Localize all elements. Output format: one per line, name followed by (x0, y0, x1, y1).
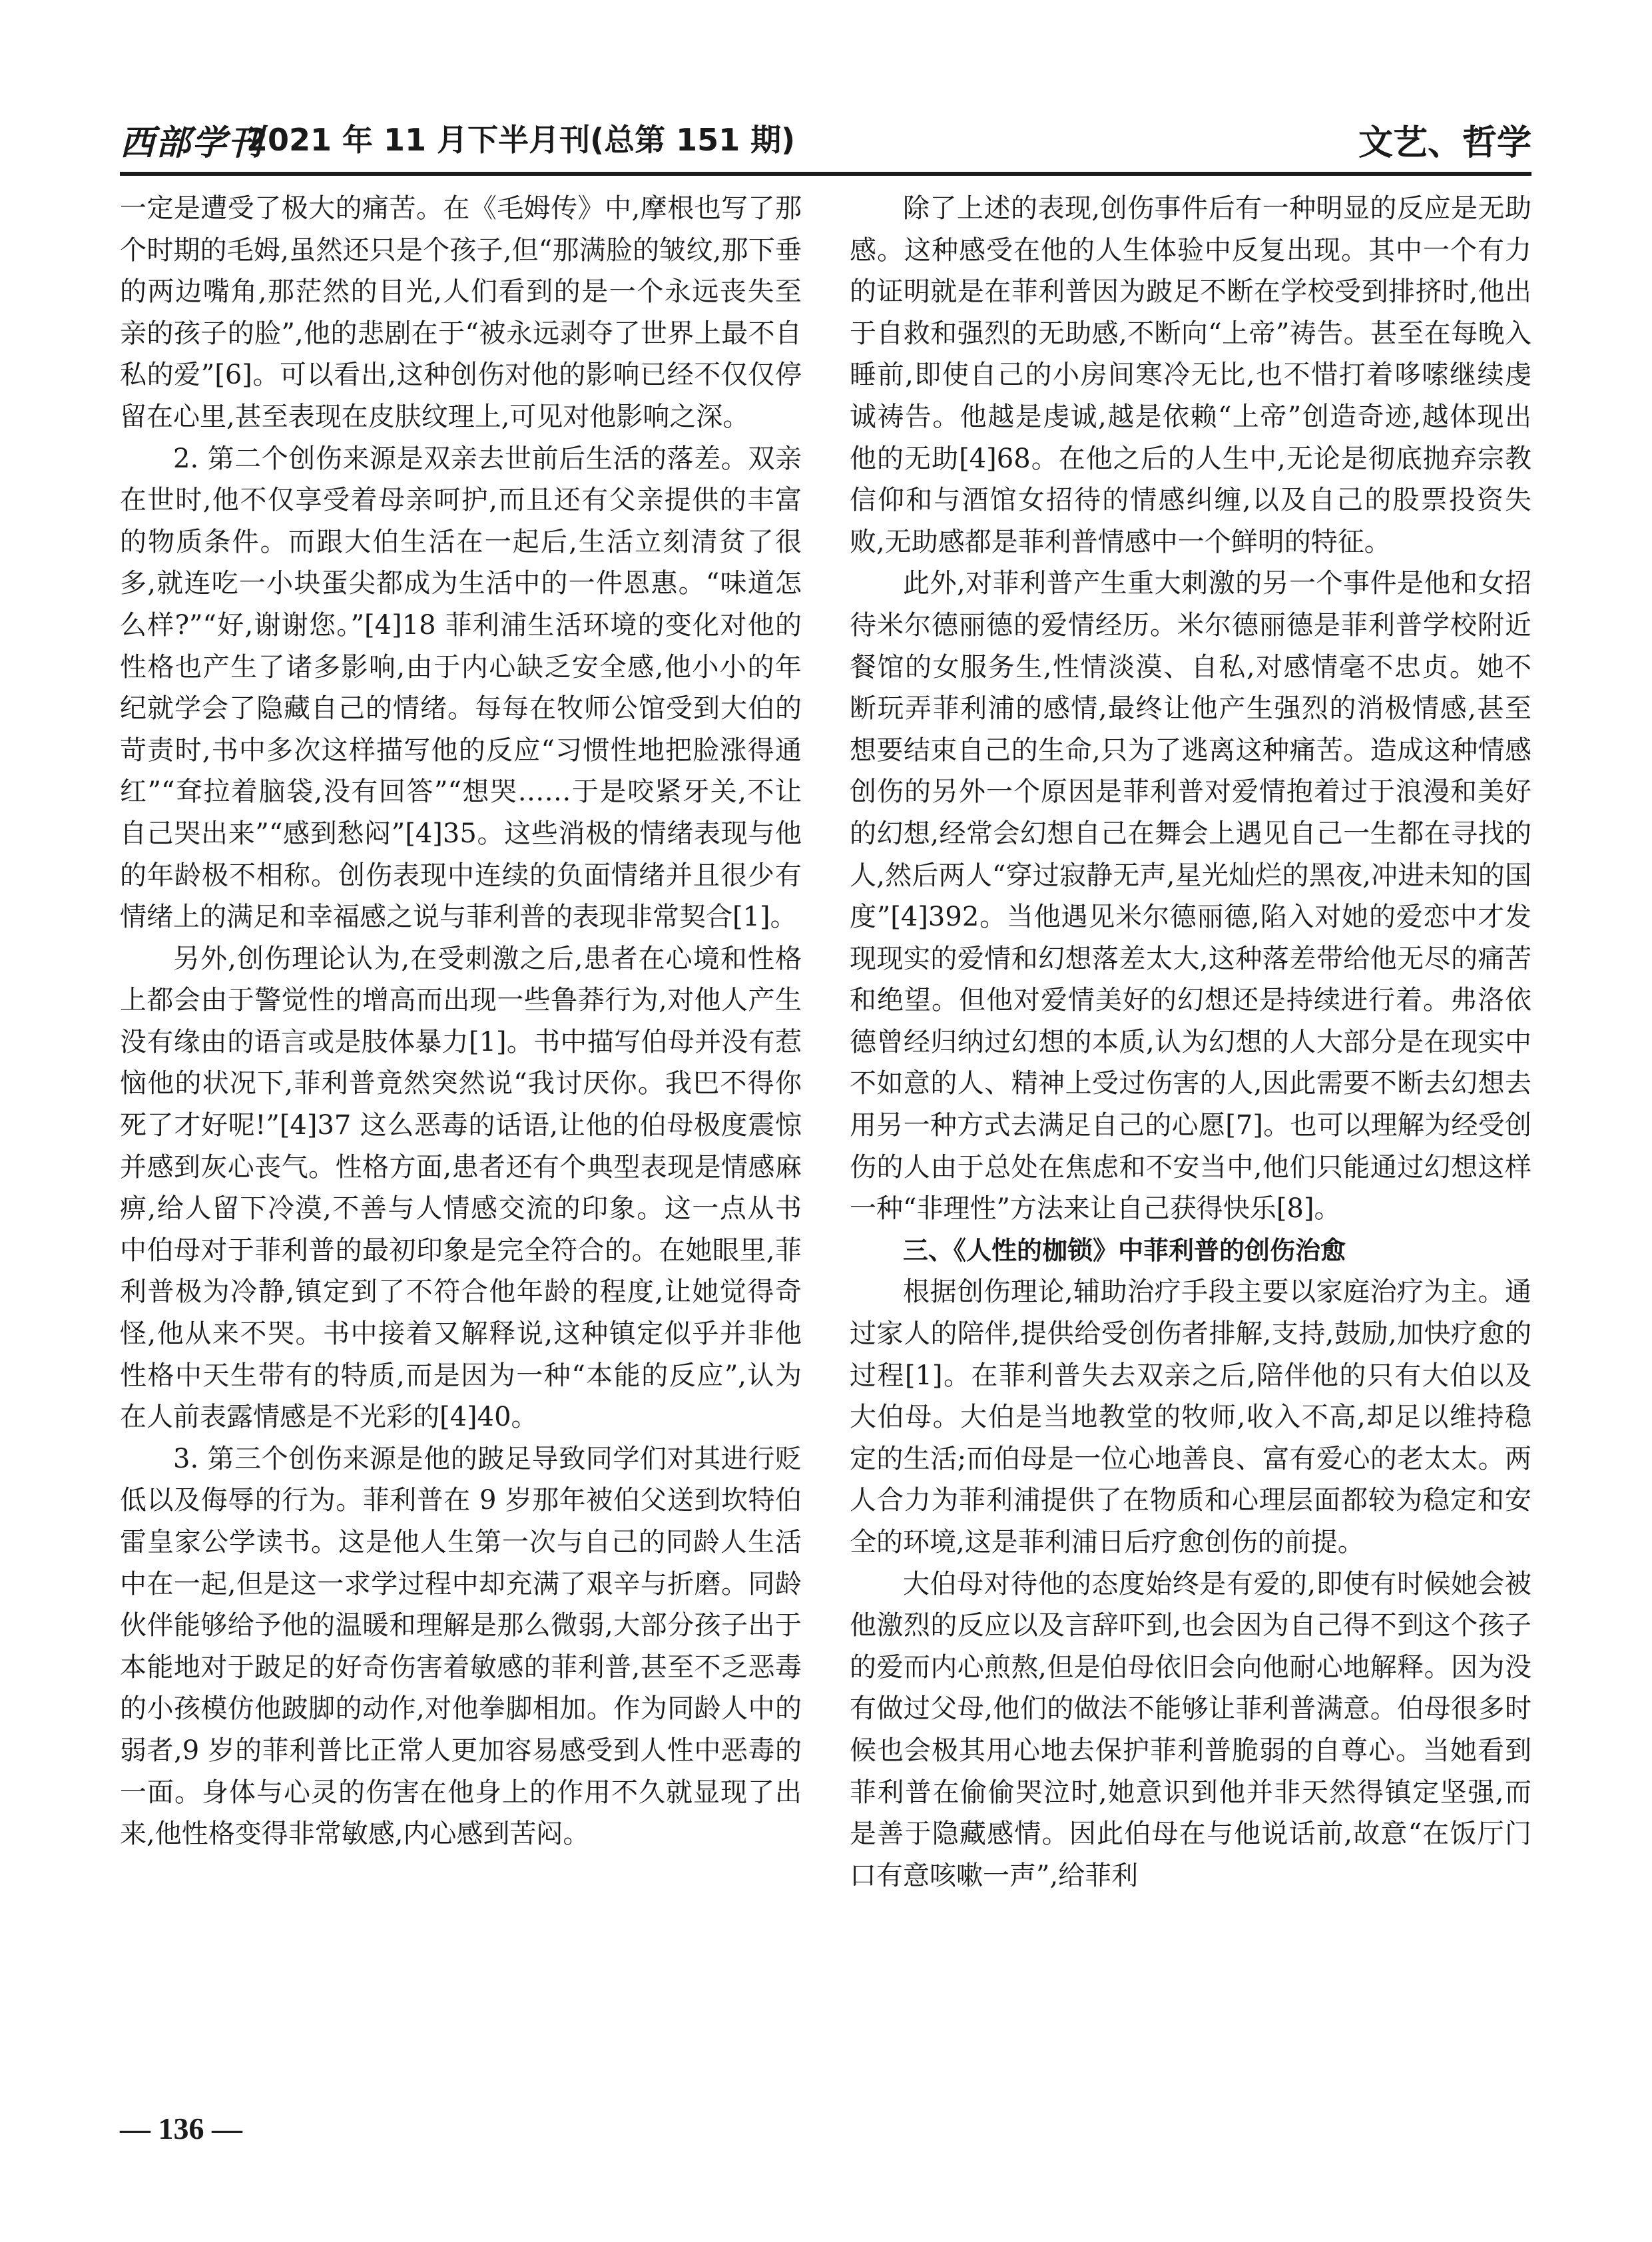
paragraph: 大伯母对待他的态度始终是有爱的,即使有时候她会被他激烈的反应以及言辞吓到,也会因为自己得不到这个孩子的爱而内心煎熬,但是伯母依旧会向他耐心地解释。因为没有做过父母,他们的做法不能够让菲利普满意。伯母很多时候也会极其用心地去保护菲利普脆弱的自尊心。当她看到菲利普在偷偷哭泣时,她意识到他并非天然得镇定坚强,而是善于隐藏感情。因此伯母在与他说话前,故意“在饭厅门口有意咳嗽一声”,给菲利 (850, 1568, 1531, 1891)
page-number: — 136 — (120, 2111, 242, 2145)
paragraph: 另外,创伤理论认为,在受刺激之后,患者在心境和性格上都会由于警觉性的增高而出现一些鲁莽行为,对他人产生没有缘由的语言或是肢体暴力[1]。书中描写伯母并没有惹恼他的状况下,菲利普竟然突然说“我讨厌你。我巴不得你死了才好呢!”[4]37 这么恶毒的话语,让他的伯母极度震惊并感到灰心丧气。性格方面,患者还有个典型表现是情感麻痹,给人留下冷漠,不善与人情感交流的印象。这一点从书中伯母对于菲利普的最初印象是完全符合的。在她眼里,菲利普极为冷静,镇定到了不符合他年龄的程度,让她觉得奇怪,他从来不哭。书中接着又解释说,这种镇定似乎并非他性格中天生带有的特质,而是因为一种“本能的反应”,认为在人前表露情感是不光彩的[4]40。 (120, 943, 802, 1433)
section-label: 文艺、哲学 (1358, 123, 1531, 163)
paragraph: 此外,对菲利普产生重大刺激的另一个事件是他和女招待米尔德丽德的爱情经历。米尔德丽德是菲利普学校附近餐馆的女服务生,性情淡漠、自私,对感情毫不忠贞。她不断玩弄菲利浦的感情,最终让他产生强烈的消极情感,甚至想要结束自己的生命,只为了逃离这种痛苦。造成这种情感创伤的另外一个原因是菲利普对爱情抱着过于浪漫和美好的幻想,经常会幻想自己在舞会上遇见自己一生都在寻找的人,然后两人“穿过寂静无声,星光灿烂的黑夜,冲进未知的国度”[4]392。当他遇见米尔德丽德,陷入对她的爱恋中才发现现实的爱情和幻想落差太大,这种落差带给他无尽的痛苦和绝望。但他对爱情美好的幻想还是持续进行着。弗洛依德曾经归纳过幻想的本质,认为幻想的人大部分是在现实中不如意的人、精神上受过伤害的人,因此需要不断去幻想去用另一种方式去满足自己的心愿[7]。也可以理解为经受创伤的人由于总处在焦虑和不安当中,他们只能通过幻想这样一种“非理性”方法来让自己获得快乐[8]。 (850, 568, 1531, 1225)
running-header (120, 112, 1531, 163)
journal-logo: 西部学刊 (120, 123, 264, 163)
paragraph: 3. 第三个创伤来源是他的跛足导致同学们对其进行贬低以及侮辱的行为。菲利普在 9 岁那年被伯父送到坎特伯雷皇家公学读书。这是他人生第一次与自己的同龄人生活中在一起,但是这一求学过程中却充满了艰辛与折磨。同龄伙伴能够给予他的温暖和理解是那么微弱,大部分孩子出于本能地对于跛足的好奇伤害着敏感的菲利普,甚至不乏恶毒的小孩模仿他跛脚的动作,对他拳脚相加。作为同龄人中的弱者,9 岁的菲利普比正常人更加容易感受到人性中恶毒的一面。身体与心灵的伤害在他身上的作用不久就显现了出来,他性格变得非常敏感,内心感到苦闷。 (120, 1443, 802, 1850)
left-column (120, 188, 802, 2066)
paragraph: 除了上述的表现,创伤事件后有一种明显的反应是无助感。这种感受在他的人生体验中反复出现。其中一个有力的证明就是在菲利普因为跛足不断在学校受到排挤时,他出于自救和强烈的无助感,不断向“上帝”祷告。甚至在每晚入睡前,即使自己的小房间寒冷无比,也不惜打着哆嗦继续虔诚祷告。他越是虔诚,越是依赖“上帝”创造奇迹,越体现出他的无助[4]68。在他之后的人生中,无论是彻底抛弃宗教信仰和与酒馆女招待的情感纠缠,以及自己的股票投资失败,无助感都是菲利普情感中一个鲜明的特征。 (850, 193, 1531, 557)
paragraph: 2. 第二个创伤来源是双亲去世前后生活的落差。双亲在世时,他不仅享受着母亲呵护,而且还有父亲提供的丰富的物质条件。而跟大伯生活在一起后,生活立刻清贫了很多,就连吃一小块蛋尖都成为生活中的一件恩惠。“味道怎么样?”“好,谢谢您。”[4]18 菲利浦生活环境的变化对他的性格也产生了诸多影响,由于内心缺乏安全感,他小小的年纪就学会了隐藏自己的情绪。每每在牧师公馆受到大伯的苛责时,书中多次这样描写他的反应“习惯性地把脸涨得通红”“耷拉着脑袋,没有回答”“想哭……于是咬紧牙关,不让自己哭出来”“感到愁闷”[4]35。这些消极的情绪表现与他的年龄极不相称。创伤表现中连续的负面情绪并且很少有情绪上的满足和幸福感之说与菲利普的表现非常契合[1]。 (120, 443, 802, 933)
issue-info: 2021 年 11 月下半月刊(总第 151 期) (246, 122, 796, 158)
paragraph: 一定是遭受了极大的痛苦。在《毛姆传》中,摩根也写了那个时期的毛姆,虽然还只是个孩子,但“那满脸的皱纹,那下垂的两边嘴角,那茫然的目光,人们看到的是一个永远丧失至亲的孩子的脸”,他的悲剧在于“被永远剥夺了世界上最不自私的爱”[6]。可以看出,这种创伤对他的影响已经不仅仅停留在心里,甚至表现在皮肤纹理上,可见对他影响之深。 (120, 193, 802, 432)
header-rule (120, 172, 1531, 176)
right-column (850, 188, 1531, 2066)
paragraph: 根据创伤理论,辅助治疗手段主要以家庭治疗为主。通过家人的陪伴,提供给受创伤者排解,支持,鼓励,加快疗愈的过程[1]。在菲利普失去双亲之后,陪伴他的只有大伯以及大伯母。大伯是当地教堂的牧师,收入不高,却足以维持稳定的生活;而伯母是一位心地善良、富有爱心的老太太。两人合力为菲利浦提供了在物质和心理层面都较为稳定和安全的环境,这是菲利浦日后疗愈创伤的前提。 (850, 1276, 1531, 1557)
section-heading: 三、《人性的枷锁》中菲利普的创伤治愈 (903, 1235, 1346, 1265)
